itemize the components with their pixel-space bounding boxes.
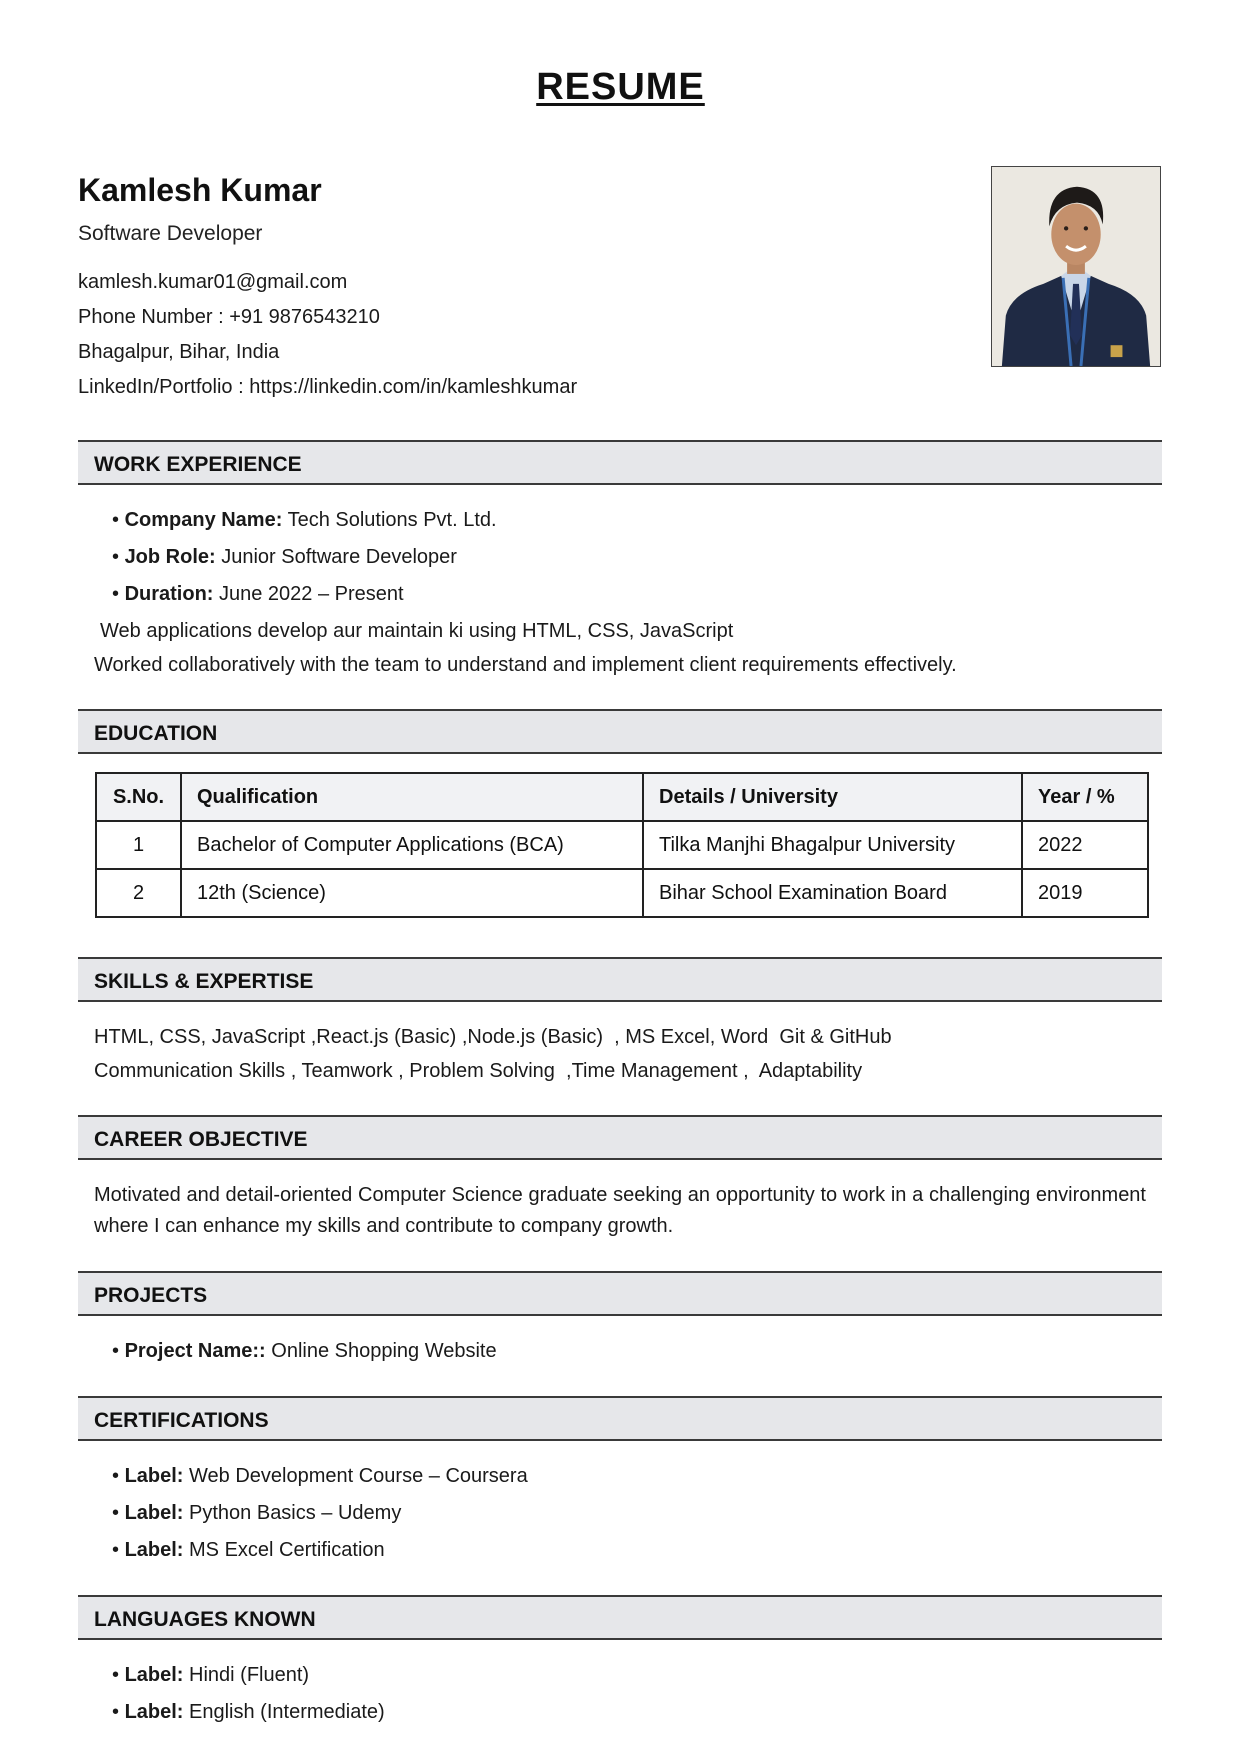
column-header: Year / % (1022, 773, 1148, 821)
cell-university: Bihar School Examination Board (643, 869, 1022, 917)
column-header: S.No. (96, 773, 181, 821)
cell-year: 2022 (1022, 821, 1148, 869)
skills-line-technical: HTML, CSS, JavaScript ,React.js (Basic) ,Node.js (Basic) , MS Excel, Word Git & GitHub (94, 1026, 892, 1048)
section-header-languages (78, 1595, 1162, 1640)
item-label: Duration: (124, 583, 214, 605)
certification-item (112, 1465, 528, 1488)
section-title: CAREER OBJECTIVE (94, 1128, 308, 1151)
item-value: Junior Software Developer (215, 546, 457, 568)
skills-line-soft: Communication Skills , Teamwork , Problem Solving ,Time Management , Adaptability (94, 1060, 863, 1082)
email-text: kamlesh.kumar01@gmail.com (78, 271, 348, 293)
item-label: Label: (124, 1664, 184, 1686)
item-value: MS Excel Certification (183, 1539, 385, 1561)
item-value: Python Basics – Udemy (183, 1502, 402, 1524)
certification-item (112, 1502, 401, 1525)
bullet: • (112, 546, 125, 568)
document-title: RESUME (536, 66, 705, 108)
location-text: Bhagalpur, Bihar, India (78, 341, 280, 363)
bullet: • (112, 509, 125, 531)
cell-sno: 1 (96, 821, 181, 869)
item-label: Company Name: (124, 509, 283, 531)
item-value: Hindi (Fluent) (183, 1664, 310, 1686)
section-header-projects (78, 1271, 1162, 1316)
item-label: Label: (124, 1701, 184, 1723)
section-title: WORK EXPERIENCE (94, 453, 302, 476)
item-value: June 2022 – Present (213, 583, 404, 605)
cell-sno: 2 (96, 869, 181, 917)
section-title: SKILLS & EXPERTISE (94, 970, 314, 993)
section-title: LANGUAGES KNOWN (94, 1608, 316, 1631)
cell-qualification: 12th (Science) (181, 869, 643, 917)
section-header-certifications (78, 1396, 1162, 1441)
cell-year: 2019 (1022, 869, 1148, 917)
item-label: Label: (124, 1539, 184, 1561)
section-header-work-experience (78, 440, 1162, 485)
bullet: • (112, 1664, 125, 1686)
language-item (112, 1701, 385, 1724)
work-item-role (112, 546, 457, 569)
item-value: Online Shopping Website (265, 1340, 497, 1362)
section-title: PROJECTS (94, 1284, 208, 1307)
bullet: • (112, 1539, 125, 1561)
table-row (96, 821, 1148, 869)
certification-item (112, 1539, 385, 1562)
item-label: Project Name:: (124, 1340, 266, 1362)
item-value: English (Intermediate) (183, 1701, 385, 1723)
work-item-company (112, 509, 497, 532)
column-header: Qualification (181, 773, 643, 821)
item-value: Web Development Course – Coursera (183, 1465, 528, 1487)
item-label: Label: (124, 1465, 184, 1487)
bullet: • (112, 1465, 125, 1487)
bullet: • (112, 1340, 125, 1362)
linkedin-text: LinkedIn/Portfolio : https://linkedin.com/in/kamleshkumar (78, 376, 578, 398)
work-description-line: Web applications develop aur maintain ki using HTML, CSS, JavaScript (100, 620, 734, 642)
project-item (112, 1340, 497, 1363)
column-header: Details / University (643, 773, 1022, 821)
career-objective-text: Motivated and detail-oriented Computer Science graduate seeking an opportunity to work in a challenging environment where I can enhance my skills and contribute to company growth. (94, 1184, 1146, 1237)
candidate-name: Kamlesh Kumar (78, 172, 322, 208)
section-header-skills (78, 957, 1162, 1002)
bullet: • (112, 583, 125, 605)
profile-photo (991, 166, 1161, 367)
section-title: CERTIFICATIONS (94, 1409, 269, 1432)
education-table (95, 772, 1149, 918)
phone-text: Phone Number : +91 9876543210 (78, 306, 380, 328)
item-value: Tech Solutions Pvt. Ltd. (282, 509, 497, 531)
bullet: • (112, 1502, 125, 1524)
table-row (96, 869, 1148, 917)
item-label: Label: (124, 1502, 184, 1524)
cell-qualification: Bachelor of Computer Applications (BCA) (181, 821, 643, 869)
language-item (112, 1664, 309, 1687)
table-header-row (96, 773, 1148, 821)
section-header-education (78, 709, 1162, 754)
person-portrait-icon (992, 167, 1160, 366)
candidate-role: Software Developer (78, 222, 263, 245)
work-description-line: Worked collaboratively with the team to understand and implement client requirements effectively. (94, 654, 957, 676)
section-header-career-objective (78, 1115, 1162, 1160)
item-label: Job Role: (124, 546, 216, 568)
section-title: EDUCATION (94, 722, 218, 745)
bullet: • (112, 1701, 125, 1723)
cell-university: Tilka Manjhi Bhagalpur University (643, 821, 1022, 869)
work-item-duration (112, 583, 404, 606)
